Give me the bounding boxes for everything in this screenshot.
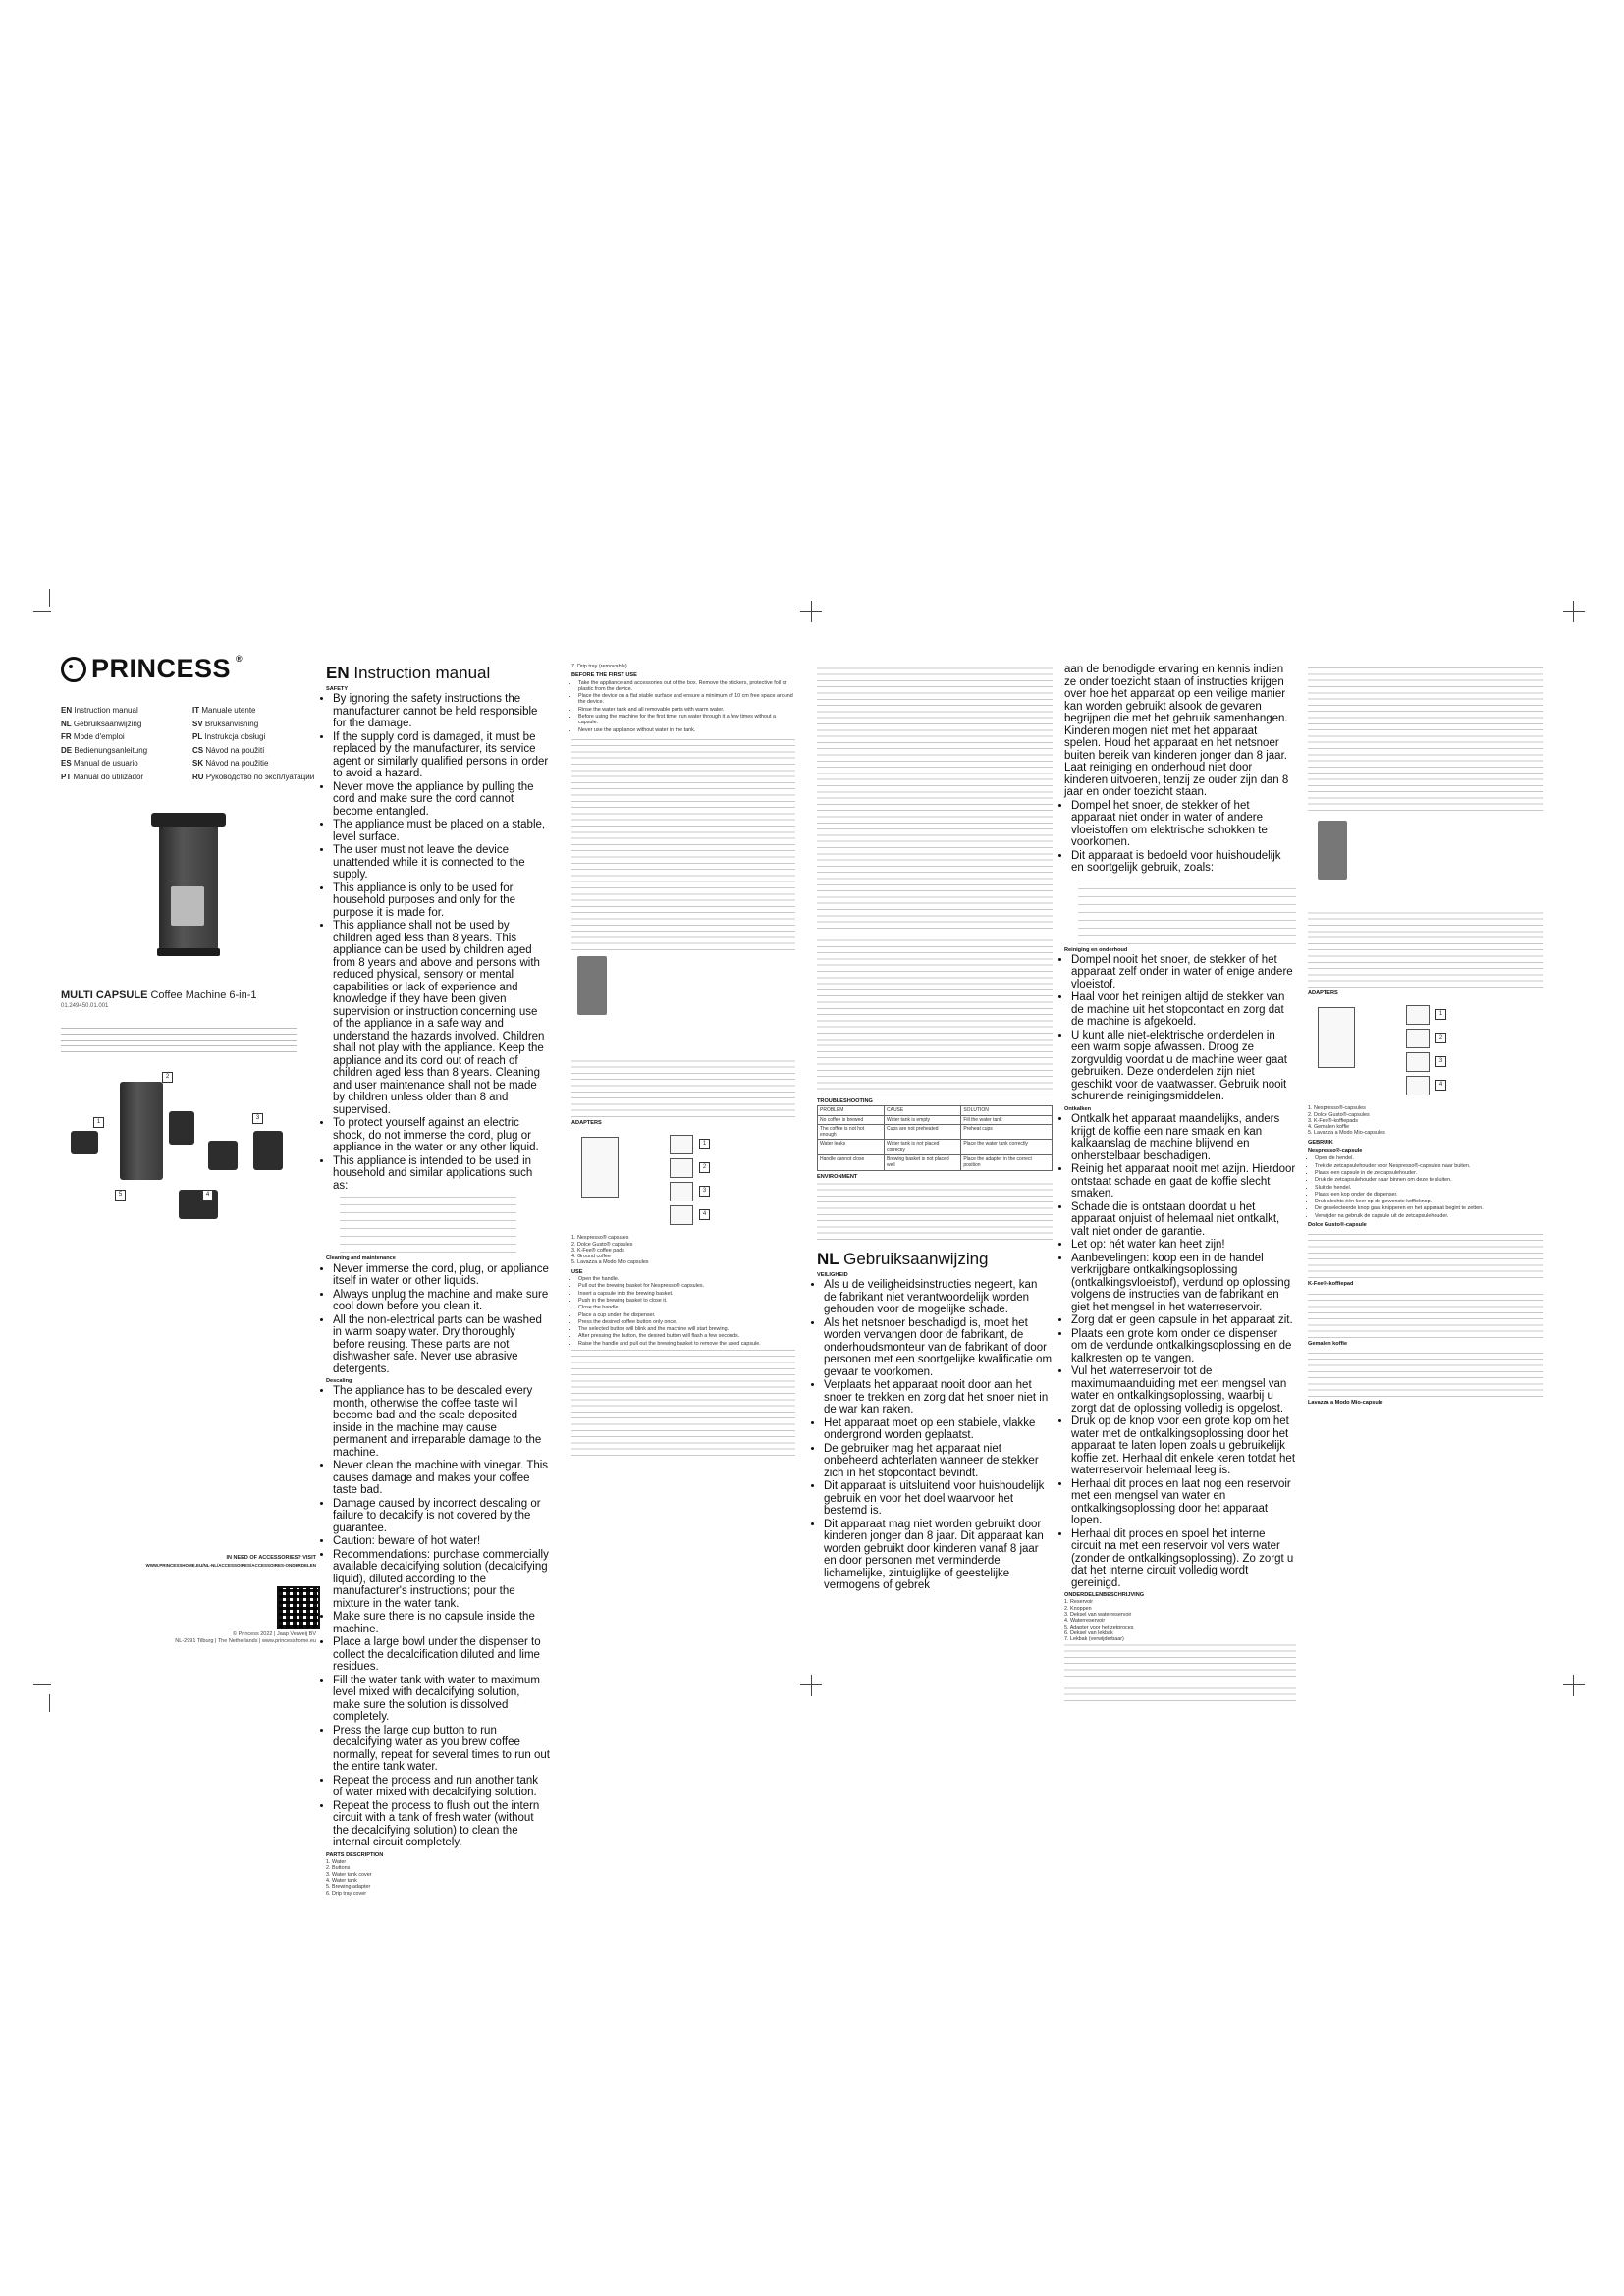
cover-panel [61,654,316,1675]
list-item: • Repeat the process and run another tank of water mixed with decalcifying solution. [333,1775,550,1799]
troubleshooting-column [817,664,1053,1593]
nl-section-title: K-Fee®-koffiepad [1308,1281,1354,1288]
use-list: • Open the handle. • Pull out the brewing basket for Nespresso® capsules. • Insert a capsule into the brewing basket. • Push in the brewing basket to close it. • Close the handle. • Place a cup under the dispenser. • Press the desired coffee button only once. • The selected button will blink and the machine will start brewing. • After pressing the button, the desired button will flash a few seconds. • Raise the handle and pull out the brewing basket to remove the used capsule. [571,1276,795,1347]
brand-mark: ® [236,654,244,664]
adapters-diagram: 1 2 3 4 [571,1127,795,1235]
troubleshooting-table: PROBLEM CAUSE SOLUTION No coffee is brewed Water tank is empty Fill the water tank The coffee is not hot enough Cups are not preheated Preheat cups Water leaks Water tank is not placed correctly Place the water tank correctly Handle cannot close Brewing basket is not placed well Place the adapter in the correct position [817,1105,1053,1170]
language-item: FR Mode d'emploi [61,732,125,741]
list-item: • Always unplug the machine and make sure cool down before you clean it. [333,1289,550,1313]
language-item: ES Manual de usuario [61,759,138,768]
language-item: SK Návod na použitie [192,759,269,768]
list-item: • Caution: beware of hot water! [333,1535,550,1548]
list-item: • By ignoring the safety instructions the manufacturer cannot be held responsible for the damage. [333,693,550,730]
nl-adapters-title: ADAPTERS [1308,990,1338,996]
en-cleaning-list [326,1263,550,1376]
brand-logo [61,654,316,684]
list-item: • If the supply cord is damaged, it must be replaced by the manufacturer, its service agent or similarly qualified persons in order to avoid a hazard. [333,731,550,780]
crop-mark [49,589,50,607]
crown-icon [61,657,86,682]
nl-safety-cont-list: aan de benodigde ervaring en kennis indien ze onder toezicht staan of instructies krijgen over hoe het apparaat op een veilige manier kan worden gebruikt alsook de gevaren begrijpen die met het gebruik samenhangen. Kinderen mogen niet met het apparaat spelen. Houd het apparaat en het netsnoer buiten bereik van kinderen jonger dan 8 jaar. Laat reiniging en onderhoud niet door kinderen uitvoeren, tenzij ze ouder zijn dan 8 jaar en onder toezicht staan. [1064,664,1289,798]
en-safety-list [326,693,550,1192]
language-item: EN Instruction manual [61,706,138,715]
list-item: • The appliance has to be descaled every month, otherwise the coffee taste will become bad and the scale deposited inside in the machine may cause permanent and irreparable damage to the machine. [333,1385,550,1459]
language-item: DE Bedienungsanleitung [61,745,148,755]
nl-column [1064,664,1296,1701]
adapters-title: ADAPTERS [571,1119,602,1126]
language-item: CS Návod na použití [192,745,265,755]
list-item: • To protect yourself against an electric shock, do not immerse the cord, plug or appliance in the water or any other liquid. [333,1117,550,1154]
nl-use-title: GEBRUIK [1308,1139,1333,1146]
language-item: SV Bruksanvisning [192,719,259,728]
nl-section-title: Dolce Gusto®-capsule [1308,1222,1367,1229]
en-cleaning-title: Cleaning and maintenance [326,1255,396,1262]
list-item: • The user must not leave the device unattended while it is connected to the supply. [333,844,550,881]
adapter-list: 1. Nespresso® capsules 2. Dolce Gusto® capsules 3. K-Fee® coffee pads 4. Ground coffee 5. Lavazza a Modo Mio capsules [571,1235,649,1266]
language-item: RU Руководство по эксплуатации [192,772,315,781]
troubleshooting-title: TROUBLESHOOTING [817,1098,873,1104]
crop-mark [1573,1675,1574,1696]
first-use-list: • Take the appliance and accessories out of the box. Remove the stickers, protective foil or plastic from the device. • Place the device on a flat stable surface and ensure a minimum of 10 cm free space around the device. • Rinse the water tank and all removable parts with warm water. • Before using the machine for the first time, run water through it a few times without a capsule. • Never use the appliance without water in the tank. [571,680,795,733]
product-code: 01.249450.01.001 [61,1003,109,1009]
language-item: PL Instrukcja obsługi [192,732,266,741]
list-item: • This appliance is intended to be used in household and similar applications such as: [333,1155,550,1193]
list-item: • Press the large cup button to run decalcifying water as you brew coffee normally, repeat for several times to run out the entire tank water. [333,1725,550,1774]
crop-mark [49,1694,50,1712]
language-item: PT Manual do utilizador [61,772,144,781]
first-use-title: BEFORE THE FIRST USE [571,672,637,679]
nl-cleaning-list: • Dompel nooit het snoer, de stekker of het apparaat zelf onder in water of enige andere vloeistof. • Haal voor het reinigen altijd de stekker van de machine uit het stopcontact en zorg dat de machine is afgekoeld. • U kunt alle niet-elektrische onderdelen in een warm sopje afwassen. Droog ze zorgvuldig voordat u de machine weer gaat gebruiken. Deze onderdelen zijn niet geschikt voor de vaatwasser. Gebruik nooit schurende reinigingsmiddelen. [1064,954,1296,1103]
nl-machine-image [1308,811,1543,909]
crop-mark [800,1684,822,1685]
en-column [326,664,550,1896]
use-title: USE [571,1268,583,1275]
nl-adapter-list: 1. Nespresso®-capsules 2. Dolce Gusto®-capsules 3. K-Fee®-koffiepads 4. Gemalen koffie 5. Lavazza a Modo Mio-capsules [1308,1105,1385,1137]
language-item: IT Manuale utente [192,706,256,715]
en-parts-list: 1. Water 2. Buttons 3. Water tank cover 4. Water tank 5. Brewing adapter 6. Drip tray cover [326,1859,372,1896]
crop-mark [811,601,812,622]
en-parts-title: PARTS DESCRIPTION [326,1851,384,1858]
nl-heading: NL Gebruiksaanwijzing [817,1249,989,1268]
crop-mark [800,611,822,612]
nl-section-title: Nespresso®-capsule [1308,1148,1363,1155]
parts-item: 7. Drip tray (removable) [571,664,627,669]
crop-mark [811,1675,812,1696]
list-item: • Fill the water tank with water to maximum level mixed with decalcifying solution, make sure the solution is dissolved completely. [333,1675,550,1724]
nl-safety-list: • Als u de veiligheidsinstructies negeert, kan de fabrikant niet verantwoordelijk worden gehouden voor de mogelijke schade. • Als het netsnoer beschadigd is, moet het worden vervangen door de fabrikant, de onderhoudsmonteur van de fabrikant of door personen met een soortgelijke kwalificatie om gevaar te voorkomen. • Verplaats het apparaat nooit door aan het snoer te trekken en zorg dat het snoer niet in de war kan raken. • Het apparaat moet op een stabiele, vlakke ondergrond worden geplaatst. • De gebruiker mag het apparaat niet onbeheerd achterlaten wanneer de stekker zich in het stopcontact bevindt. • Dit apparaat is uitsluitend voor huishoudelijk gebruik en voor het doel waarvoor het bestemd is. • Dit apparaat mag niet worden gebruikt door kinderen jonger dan 8 jaar. Dit apparaat kan worden gebruikt door kinderen vanaf 8 jaar en door personen met verminderde lichamelijke, zintuiglijke of geestelijke vermogens of gebrek [817,1279,1053,1592]
nl-parts-list: 1. Reservoir 2. Knoppen 3. Deksel van waterreservoir 4. Waterreservoir 5. Adapter voor het zetproces 6. Deksel van lekbak 7. Lekbak (verwijderbaar) [1064,1599,1134,1643]
copyright: © Princess 2022 | Jaap Verweij BV NL-2991 Tilburg | The Netherlands | www.princesshome.eu [175,1631,316,1644]
qr-code [277,1586,320,1629]
parts-image: 1 2 3 4 5 [61,1062,316,1278]
nl-parts-title: ONDERDELENBESCHRIJVING [1064,1592,1145,1599]
crop-mark [1563,611,1585,612]
nl-cleaning-title: Reiniging en onderhoud [1064,946,1128,953]
crop-mark [1573,601,1574,622]
list-item: • The appliance must be placed on a stable, level surface. [333,819,550,843]
list-item: • Damage caused by incorrect descaling or failure to decalcify is not covered by the guarantee. [333,1498,550,1535]
brand-name: PRINCESS [91,654,232,683]
right-column [1308,664,1543,1407]
en-descaling-title: Descaling [326,1378,352,1385]
crop-mark [1563,1684,1585,1685]
environment-title: ENVIRONMENT [817,1173,858,1180]
product-title: MULTI CAPSULE Coffee Machine 6-in-1 [61,989,257,1001]
list-item: • Recommendations: purchase commercially available decalcifying solution (decalcifying liquid), diluted according to the manufacturer's instructions; pour the mixture in the water tank. [333,1549,550,1611]
nl-use-list: • Open de hendel. • Trek de zetcapsulehouder voor Nespresso®-capsules naar buiten. • Plaats een capsule in de zetcapsulehouder. • Druk de zetcapsulehouder naar binnen om deze te sluiten. • Sluit de hendel. • Plaats een kop onder de dispenser. • Druk slechts één keer op de gewenste koffieknop. • De geselecteerde knop gaat knipperen en het apparaat begint te zetten. • Verwijder na gebruik de capsule uit de zetcapsulehouder. [1308,1155,1543,1219]
list-item: • This appliance shall not be used by children aged less than 8 years. This appliance can be used by children aged from 8 years and above and persons with reduced physical, sensory or mental capabilities or lack of experience and knowledge if they have been given supervision or instruction concerning use of the appliance in a safe way and understand the hazards involved. Children shall not play with the appliance. Keep the appliance and its cord out of reach of children aged less than 8 years. Cleaning and user maintenance shall not be made by children unless older than 8 and supervised. [333,920,550,1116]
list-item: • Never clean the machine with vinegar. This causes damage and makes your coffee taste bad. [333,1460,550,1497]
nl-section-title: Gemalen koffie [1308,1340,1348,1347]
list-item: • Never immerse the cord, plug, or appliance itself in water or other liquids. [333,1263,550,1288]
list-item: • Place a large bowl under the dispenser to collect the decalcification diluted and lime residues. [333,1636,550,1674]
nl-section-title: Lavazza a Modo Mio-capsule [1308,1399,1383,1406]
language-list [61,704,316,783]
nl-descaling-list: • Ontkalk het apparaat maandelijks, anders krijgt de koffie een nare smaak en kan kalkaanslag de machine blijvend en onherstelbaar beschadigen. • Reinig het apparaat nooit met azijn. Hierdoor ontstaat schade en gaat de koffie slecht smaken. • Schade die is ontstaan doordat u het apparaat onjuist of helemaal niet ontkalkt, valt niet onder de garantie. • Let op: hét water kan heet zijn! • Aanbevelingen: koop een in de handel verkrijgbare ontkalkingsoplossing (ontkalkingsvloeistof), verdund op oplossing volgens de instructies van de fabrikant en giet het mengsel in het waterreservoir. • Zorg dat er geen capsule in het apparaat zit. • Plaats een grote kom onder de dispenser om de verdunde ontkalkingsoplossing en de kalkresten op te vangen. • Vul het waterreservoir tot de maximumaanduiding met een mengsel van water en ontkalkingsoplossing, waarbij u zorgt dat de oplossing volledig is opgelost. • Druk op de knop voor een grote kop om het water met de ontkalkingsoplossing door het apparaat te laten lopen zoals u gebruikelijk koffie zet. Herhaal dit enkele keren totdat het waterreservoir helemaal leeg is. • Herhaal dit proces en laat nog een reservoir met een mengsel van water en ontkalkingsoplossing door het apparaat lopen. • Herhaal dit proces en spoel het interne circuit na met een reservoir vol vers water (zonder de ontkalkingsoplossing). Zo zorgt u dat het interne circuit volledig wordt gereinigd. [1064,1113,1296,1589]
nl-safety-title: VEILIGHEID [817,1271,848,1278]
list-item: • This appliance is only to be used for household purposes and only for the purpose it is made for. [333,882,550,920]
en-safety-title: SAFETY [326,686,349,692]
crop-mark [33,611,51,612]
adapter-machine-image [571,950,795,1058]
en-descaling-list [326,1385,550,1849]
mid-column [571,664,795,1456]
en-heading: EN Instruction manual [326,664,491,682]
nl-safety-cont-list-2: • Dompel het snoer, de stekker of het apparaat niet onder in water of andere vloeistoffen om elektrische schokken te voorkomen. • Dit apparaat is bedoeld voor huishoudelijk en soortgelijk gebruik, zoals: [1064,800,1296,875]
nl-adapters-diagram: 1 2 3 4 [1308,997,1543,1105]
list-item: • All the non-electrical parts can be washed in warm soapy water. Dry thoroughly before reusing. These parts are not dishwasher safe. Never use abrasive detergents. [333,1314,550,1376]
product-image [61,803,316,980]
nl-descaling-title: Ontkalken [1064,1105,1092,1112]
multilingual-note [61,1023,297,1052]
accessories-note: IN NEED OF ACCESSORIES? VISIT WWW.PRINCESSHOME.EU/NL-NL/ACCESSOIRES/ACCESSOIRES-ONDERDELEN [145,1555,316,1568]
crop-mark [33,1684,51,1685]
list-item: • Make sure there is no capsule inside the machine. [333,1611,550,1635]
list-item: • Repeat the process to flush out the intern circuit with a tank of fresh water (without the decalcifying solution) to clean the internal circuit completely. [333,1800,550,1849]
list-item: • Never move the appliance by pulling the cord and make sure the cord cannot become entangled. [333,781,550,819]
language-item: NL Gebruiksaanwijzing [61,719,142,728]
